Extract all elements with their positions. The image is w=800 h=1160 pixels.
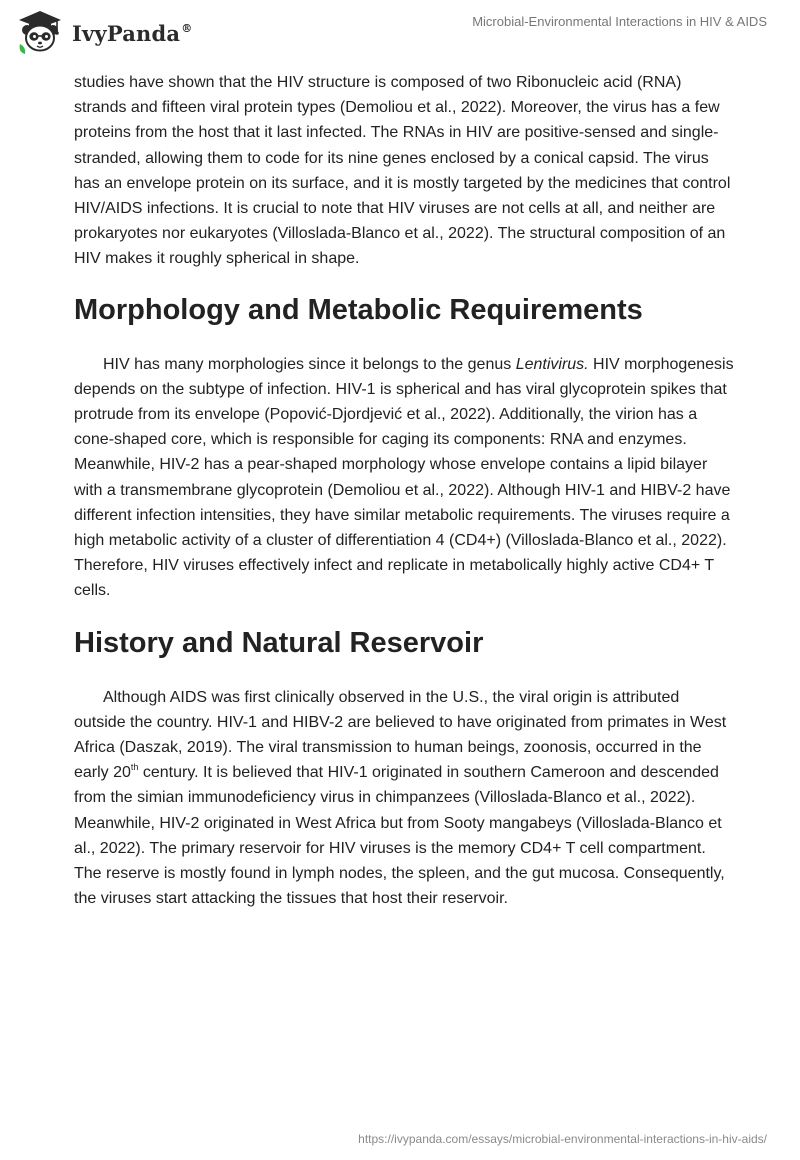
intro-paragraph: studies have shown that the HIV structure is composed of two Ribonucleic acid (RNA) strands and fifteen viral protein types (Demoliou et al., 2022). Moreover, the virus has a few proteins from the host that it last infected. The RNAs in HIV are positive-sensed and single-stranded, allowing them to code for its nine genes enclosed by a conical capsid. The virus has an envelope protein on its surface, and it is mostly targeted by the medicines that control HIV/AIDS infections. It is crucial to note that HIV viruses are not cells at all, and neither are prokaryotes nor eukaryotes (Villoslada-Blanco et al., 2022). The structural composition of an HIV makes it roughly spherical in shape.	[74, 74, 731, 268]
history-paragraph	[74, 685, 734, 912]
source-url[interactable]: https://ivypanda.com/essays/microbial-environmental-interactions-in-hiv-aids/	[358, 1132, 767, 1146]
document-title: Microbial-Environmental Interactions in HIV & AIDS	[472, 14, 767, 29]
ordinal-suffix: th	[130, 762, 139, 773]
morphology-text-end: HIV morphogenesis depends on the subtype of infection. HIV-1 is spherical and has viral glycoprotein spikes that protrude from its envelope (Popović-Djordjević et al., 2022). Additionally, the virion has a cone-shaped core, which is responsible for caging its components: RNA and enzymes. Meanwhile, HIV-2 has a pear-shaped morphology whose envelope contains a lipid bilayer with a transmembrane glycoprotein (Demoliou et al., 2022). Although HIV-1 and HIBV-2 have different infection intensities, they have similar metabolic requirements. The viruses require a high metabolic activity of a cluster of differentiation 4 (CD4+) (Villoslada-Blanco et al., 2022). Therefore, HIV viruses effectively infect and replicate in metabolically highly active CD4+ T cells.	[74, 355, 734, 600]
page-header	[0, 0, 800, 64]
panda-graduate-logo-icon	[16, 8, 64, 56]
morphology-text-start: HIV has many morphologies since it belongs to the genus	[103, 355, 516, 373]
morphology-heading: Morphology and Metabolic Requirements	[74, 293, 643, 326]
history-text-start: Although AIDS was first clinically observed in the U.S., the viral origin is attributed outside the country. HIV-1 and HIBV-2 are believed to have originated from primates in West Africa (Daszak, 2019). The viral transmission to human beings, zoonosis, occurred in the early 20	[74, 688, 727, 782]
genus-name: Lentivirus.	[515, 355, 589, 373]
brand-name	[72, 21, 192, 46]
essay-body	[74, 70, 734, 911]
brand-text: IvyPanda	[72, 20, 181, 46]
ivypanda-logo[interactable]	[16, 8, 192, 56]
registered-mark: ®	[181, 21, 193, 35]
history-text-end: century. It is believed that HIV-1 originated in southern Cameroon and descended from the simian immunodeficiency virus in chimpanzees (Villoslada-Blanco et al., 2022). Meanwhile, HIV-2 originated in West Africa but from Sooty mangabeys (Villoslada-Blanco et al., 2022). The primary reservoir for HIV viruses is the memory CD4+ T cell compartment. The reserve is mostly found in lymph nodes, the spleen, and the gut mucosa. Consequently, the viruses start attacking the tissues that host their reservoir.	[74, 764, 725, 908]
morphology-paragraph	[74, 352, 734, 604]
history-heading: History and Natural Reservoir	[74, 626, 484, 659]
